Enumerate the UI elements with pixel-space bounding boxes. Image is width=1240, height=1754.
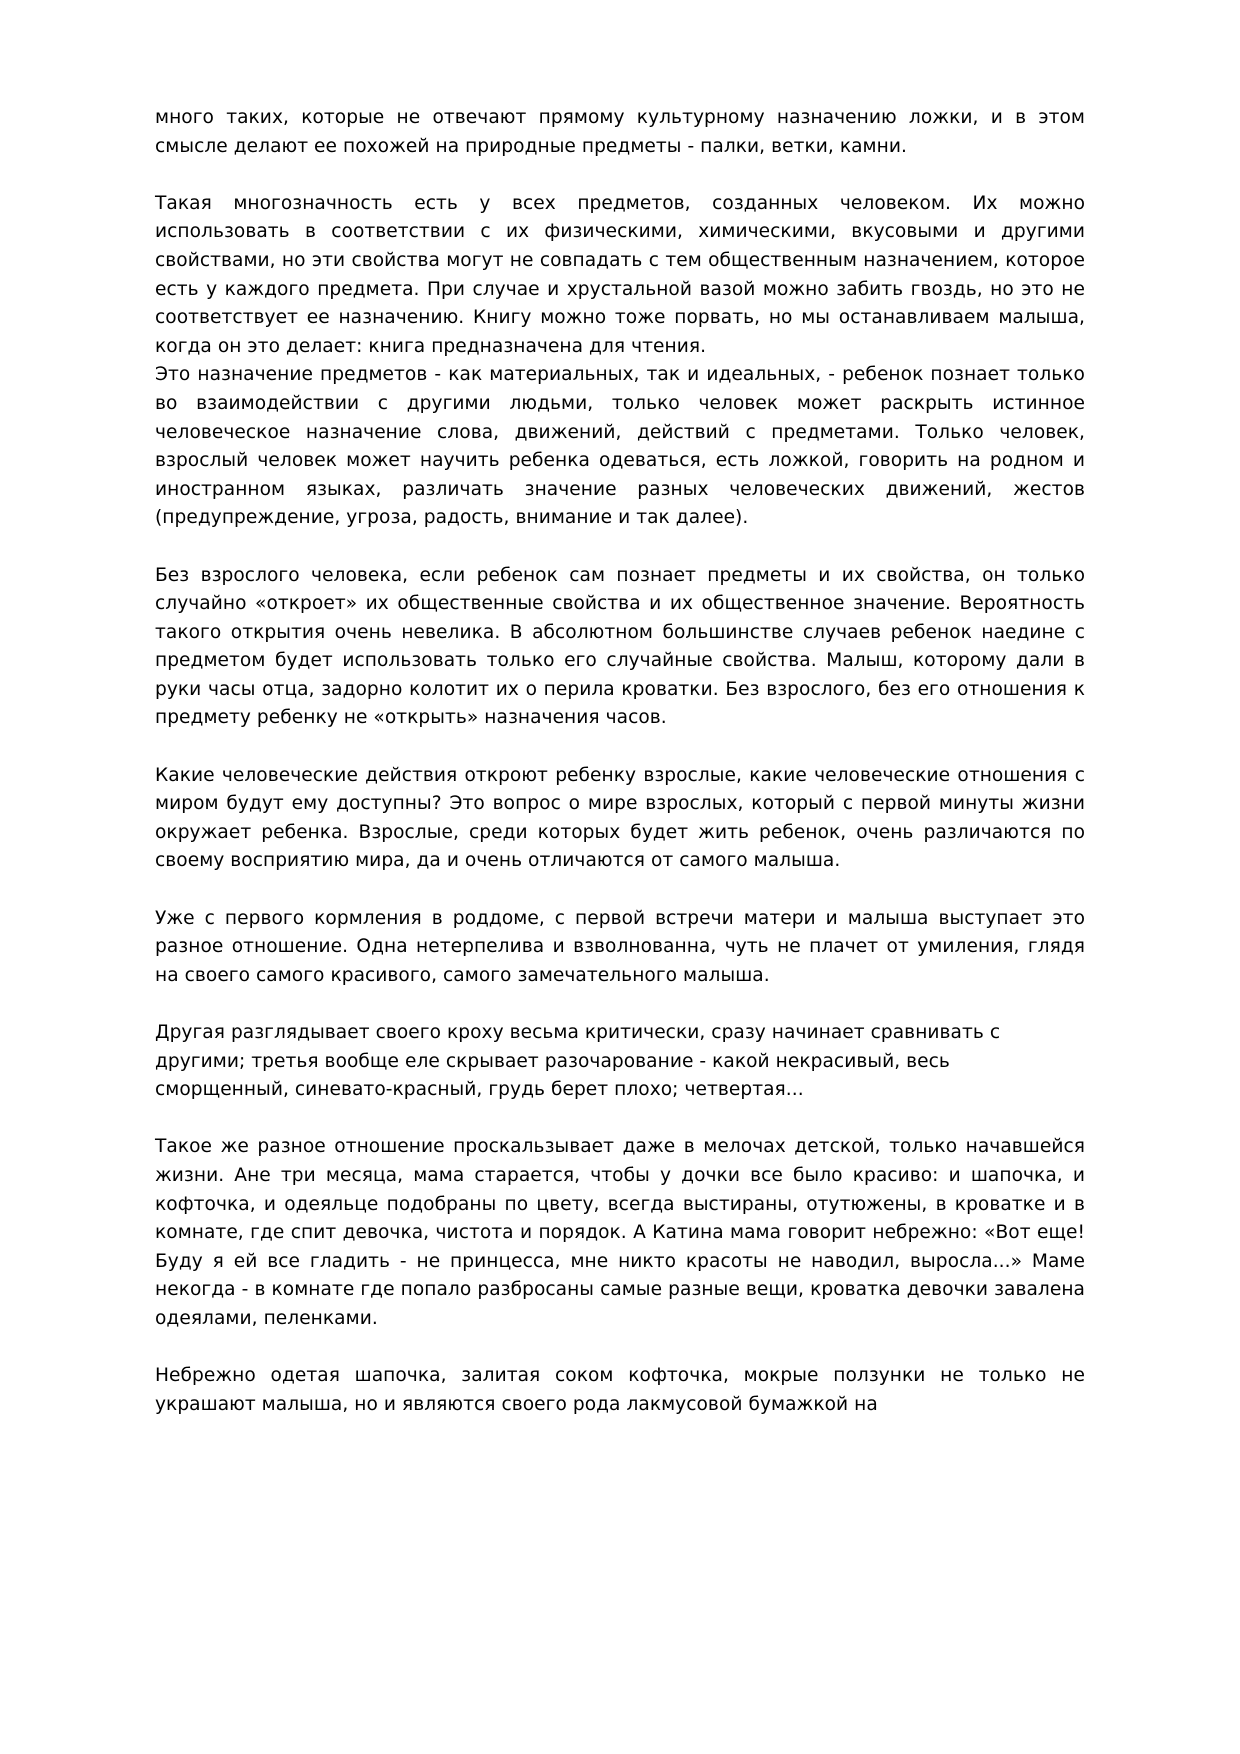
paragraph: Такое же разное отношение проскальзывает даже в мелочах детской, только начавшейся жизни. Ане три месяца, мама старается, чтобы у дочки все было красиво: и шапочка, и кофточка, и одеяльце подобраны по цвету, всегда выстираны, отутюжены, в кроватке и в комнате, где спит девочка, чистота и порядок. А Катина мама говорит небрежно: «Вот еще! Буду я ей все гладить - не принцесса, мне никто красоты не наводил, выросла...» Маме некогда - в комнате где попало разбросаны самые разные вещи, кроватка девочки завалена одеялами, пеленками.	[155, 1136, 1085, 1329]
paragraph: Такая многозначность есть у всех предметов, созданных человеком. Их можно использовать в соответствии с их физическими, химическими, вкусовыми и другими свойствами, но эти свойства могут не совпадать с тем общественным назначением, которое есть у каждого предмета. При случае и хрустальной вазой можно забить гвоздь, но это не соответствует ее назначению. Книгу можно тоже порвать, но мы останавливаем малыша, когда он это делает: книга предназначена для чтения.	[155, 192, 1085, 357]
text-column	[155, 104, 1085, 1419]
paragraph: Уже с первого кормления в роддоме, с первой встречи матери и малыша выступает это разное отношение. Одна нетерпелива и взволнованна, чуть не плачет от умиления, глядя на своего самого красивого, самого замечательного малыша.	[155, 907, 1085, 986]
paragraph: много таких, которые не отвечают прямому культурному назначению ложки, и в этом смысле делают ее похожей на природные предметы - палки, ветки, камни.	[155, 107, 1085, 157]
paragraph: Это назначение предметов - как материальных, так и идеальных, - ребенок познает только во взаимодействии с другими людьми, только человек может раскрыть истинное человеческое назначение слова, движений, действий с предметами. Только человек, взрослый человек может научить ребенка одеваться, есть ложкой, говорить на родном и иностранном языках, различать значение разных человеческих движений, жестов (предупреждение, угроза, радость, внимание и так далее).	[155, 364, 1085, 529]
paragraph: Без взрослого человека, если ребенок сам познает предметы и их свойства, он только случайно «откроет» их общественные свойства и их общественное значение. Вероятность такого открытия очень невелика. В абсолютном большинстве случаев ребенок наедине с предметом будет использовать только его случайные свойства. Малыш, которому дали в руки часы отца, задорно колотит их о перила кроватки. Без взрослого, без его отношения к предмету ребенку не «открыть» назначения часов.	[155, 564, 1085, 729]
paragraph: Другая разглядывает своего кроху весьма критически, сразу начинает сравнивать с другими; третья вообще еле скрывает разочарование - какой некрасивый, весь сморщенный, синевато-красный, грудь берет плохо; четвертая...	[155, 1022, 1001, 1101]
paragraph: Какие человеческие действия откроют ребенку взрослые, какие человеческие отношения с миром будут ему доступны? Это вопрос о мире взрослых, который с первой минуты жизни окружает ребенка. Взрослые, среди которых будет жить ребенок, очень различаются по своему восприятию мира, да и очень отличаются от самого малыша.	[155, 764, 1085, 872]
paragraph: Небрежно одетая шапочка, залитая соком кофточка, мокрые ползунки не только не украшают малыша, но и являются своего рода лакмусовой бумажкой на	[155, 1365, 1085, 1415]
